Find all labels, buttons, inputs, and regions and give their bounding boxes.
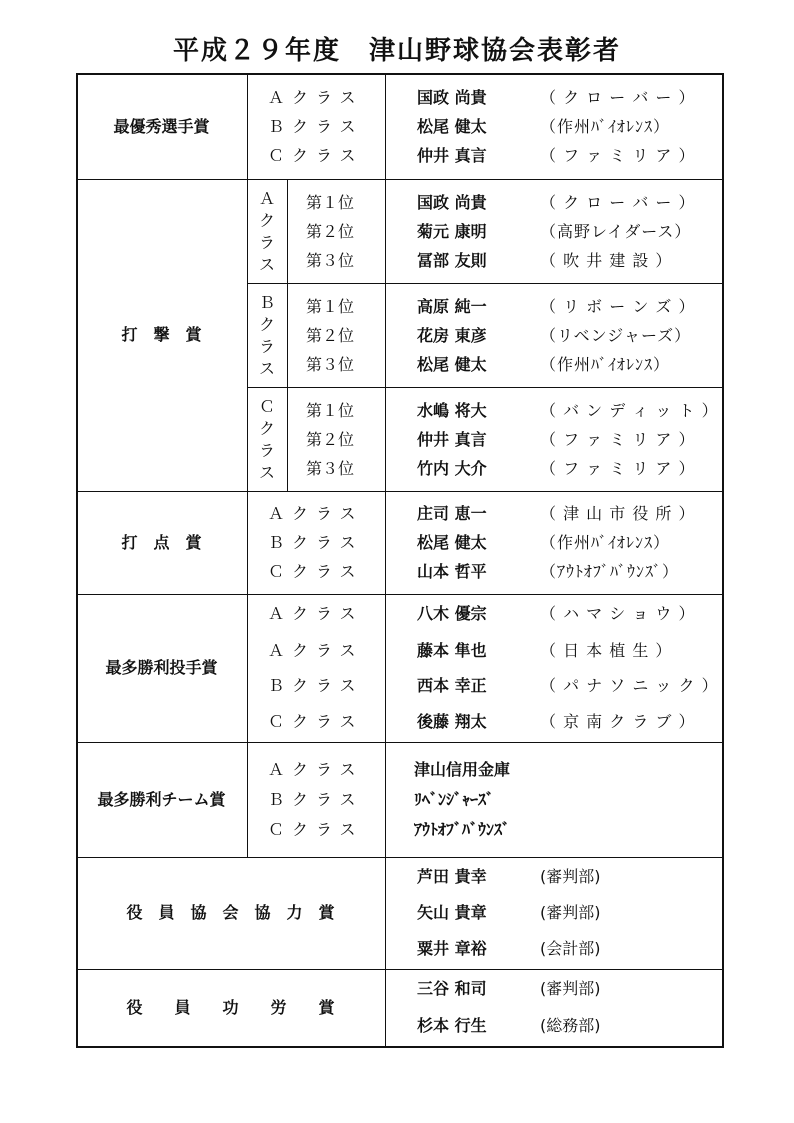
department-label: (会計部) [540, 939, 601, 958]
player-name: 藤本 隼也 [417, 641, 487, 660]
class-label: Ｃクラス [268, 712, 364, 731]
section-divider [76, 594, 724, 595]
player-name: 菊元 康明 [417, 222, 487, 241]
section-divider [76, 969, 724, 970]
class-label: Ｃクラス [268, 146, 364, 165]
department-label: (審判部) [540, 979, 601, 998]
group-divider [247, 387, 724, 388]
officer-name: 杉本 行生 [417, 1016, 487, 1035]
class-label: Ａクラス [268, 88, 364, 107]
class-label: Ｂクラス [268, 533, 364, 552]
player-name: 後藤 翔太 [417, 712, 487, 731]
rank-label: 第２位 [306, 430, 355, 449]
class-label-vertical: Ｃ ク ラ ス [258, 397, 275, 482]
award-title-rbi: 打 点 賞 [121, 533, 202, 552]
column-divider-class [247, 73, 248, 857]
rank-label: 第３位 [306, 355, 355, 374]
team-name: （作州ﾊﾞｲｵﾚﾝｽ） [540, 355, 671, 374]
team-name: （作州ﾊﾞｲｵﾚﾝｽ） [540, 117, 671, 136]
department-label: (総務部) [540, 1016, 601, 1035]
player-name: 竹内 大介 [417, 459, 487, 478]
team-name: （ フ ァ ミ リ ア ） [540, 430, 696, 449]
class-label: Ｃクラス [268, 562, 364, 581]
team-name: （ リ ボ ー ン ズ ） [540, 297, 696, 316]
player-name: 国政 尚貴 [417, 193, 487, 212]
class-label: Ａクラス [268, 641, 364, 660]
class-label: Ｃクラス [268, 820, 364, 839]
rank-label: 第２位 [306, 222, 355, 241]
player-name: 国政 尚貴 [417, 88, 487, 107]
player-name: 八木 優宗 [417, 604, 487, 623]
section-divider [76, 491, 724, 492]
class-label: Ｂクラス [268, 117, 364, 136]
award-title-wins-pitcher: 最多勝利投手賞 [105, 658, 218, 677]
group-divider [247, 283, 724, 284]
department-label: (審判部) [540, 903, 601, 922]
player-name: 松尾 健太 [417, 355, 487, 374]
column-divider-rank [287, 179, 288, 491]
rank-label: 第３位 [306, 459, 355, 478]
team-name: ﾘﾍﾞﾝｼﾞｬｰｽﾞ [414, 790, 495, 809]
officer-name: 矢山 貴章 [417, 903, 487, 922]
award-title-officer-merit: 役 員 功 労 賞 [126, 998, 335, 1017]
awards-table [76, 73, 724, 1048]
team-name: （ バ ン デ ィ ッ ト ） [540, 401, 719, 420]
section-divider [76, 179, 724, 180]
rank-label: 第１位 [306, 193, 355, 212]
rank-label: 第２位 [306, 326, 355, 345]
rank-label: 第１位 [306, 401, 355, 420]
player-name: 仲井 真言 [417, 430, 487, 449]
team-name: （ フ ァ ミ リ ア ） [540, 146, 696, 165]
team-name: （ 京 南 ク ラ ブ ） [540, 712, 696, 731]
team-name: 津山信用金庫 [414, 760, 511, 779]
player-name: 高原 純一 [417, 297, 487, 316]
team-name: ｱｳﾄｵﾌﾞﾊﾞｳﾝｽﾞ [414, 820, 511, 839]
team-name: （リベンジャーズ） [540, 326, 692, 345]
officer-name: 三谷 和司 [417, 979, 487, 998]
player-name: 花房 東彦 [417, 326, 487, 345]
team-name: （ ハ マ シ ョ ウ ） [540, 604, 696, 623]
player-name: 西本 幸正 [417, 676, 487, 695]
award-title-wins-team: 最多勝利チーム賞 [97, 790, 226, 809]
player-name: 仲井 真言 [417, 146, 487, 165]
player-name: 山本 哲平 [417, 562, 487, 581]
player-name: 松尾 健太 [417, 533, 487, 552]
class-label: Ａクラス [268, 604, 364, 623]
section-divider [76, 742, 724, 743]
team-name: （ 日 本 植 生 ） [540, 641, 673, 660]
player-name: 水嶋 将大 [417, 401, 487, 420]
team-name: （ｱｳﾄｵﾌﾞﾊﾞｳﾝｽﾞ） [540, 562, 680, 581]
team-name: （作州ﾊﾞｲｵﾚﾝｽ） [540, 533, 671, 552]
class-label-vertical: Ａ ク ラ ス [258, 189, 275, 274]
player-name: 庄司 恵一 [417, 504, 487, 523]
team-name: （ フ ァ ミ リ ア ） [540, 459, 696, 478]
team-name: （ 吹 井 建 設 ） [540, 251, 673, 270]
officer-name: 芦田 貴幸 [417, 867, 487, 886]
class-label-vertical: Ｂ ク ラ ス [258, 293, 275, 378]
class-label: Ｂクラス [268, 790, 364, 809]
team-name: （ ク ロ ー バ ー ） [540, 88, 696, 107]
class-label: Ｂクラス [268, 676, 364, 695]
rank-label: 第３位 [306, 251, 355, 270]
class-label: Ａクラス [268, 504, 364, 523]
class-label: Ａクラス [268, 760, 364, 779]
team-name: （ パ ナ ソ ニ ッ ク ） [540, 676, 719, 695]
page-title: 平成２９年度 津山野球協会表彰者 [172, 36, 621, 66]
rank-label: 第１位 [306, 297, 355, 316]
section-divider [76, 857, 724, 858]
player-name: 冨部 友則 [417, 251, 487, 270]
department-label: (審判部) [540, 867, 601, 886]
team-name: （高野レイダース） [540, 222, 692, 241]
award-title-batting: 打 撃 賞 [121, 325, 202, 344]
award-title-officer-coop: 役 員 協 会 協 力 賞 [126, 903, 335, 922]
award-title-best-player: 最優秀選手賞 [113, 117, 210, 136]
team-name: （ ク ロ ー バ ー ） [540, 193, 696, 212]
team-name: （ 津 山 市 役 所 ） [540, 504, 696, 523]
player-name: 松尾 健太 [417, 117, 487, 136]
officer-name: 粟井 章裕 [417, 939, 487, 958]
column-divider-name [385, 73, 386, 1048]
